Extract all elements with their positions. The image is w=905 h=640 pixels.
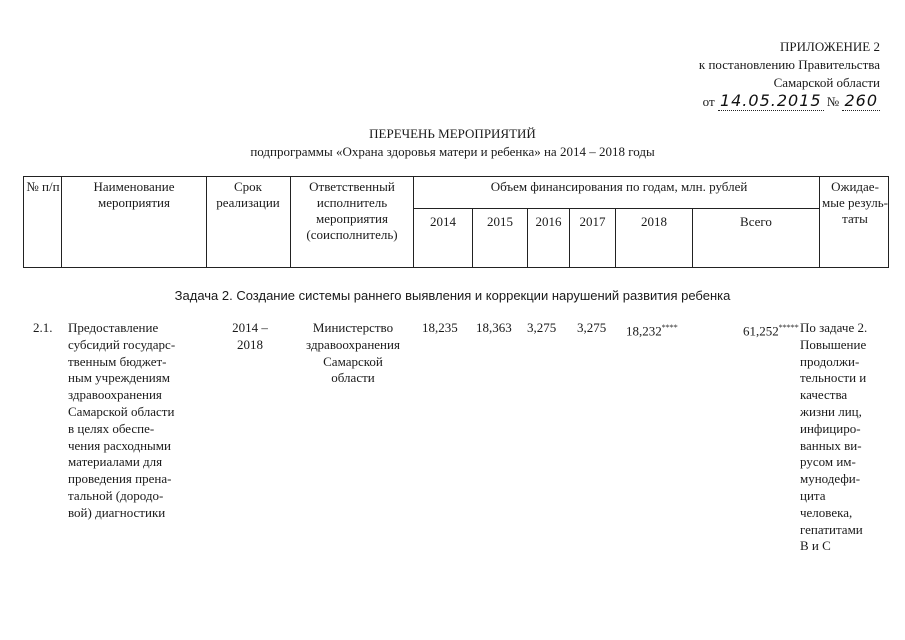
- result-line: ванных ви-: [800, 437, 862, 453]
- date-prefix: от: [702, 94, 715, 109]
- value-total-number: 61,252: [743, 323, 779, 339]
- header-year-2014: 2014: [430, 214, 456, 229]
- value-2018: [626, 320, 678, 340]
- row-executor-line: Самарской: [323, 353, 383, 369]
- header-num: № п/п: [26, 179, 60, 194]
- result-line: жизни лиц,: [800, 403, 862, 419]
- row-name-line: проведения прена-: [68, 471, 172, 487]
- appendix-line2: к постановлению Правительства: [698, 57, 880, 72]
- value-2014: 18,235: [422, 320, 458, 335]
- handwritten-date: 14.05.2015: [719, 91, 822, 110]
- document-title: ПЕРЕЧЕНЬ МЕРОПРИЯТИЙ: [369, 126, 536, 141]
- value-total: [743, 320, 799, 340]
- header-year-2015: 2015: [487, 214, 513, 229]
- header-year-2016: 2016: [535, 214, 562, 229]
- header-year-2017: 2017: [579, 214, 606, 229]
- value-2017: 3,275: [577, 320, 607, 335]
- row-expected-result: [800, 320, 880, 555]
- result-line: Повышение: [800, 336, 867, 352]
- result-line: человека,: [800, 504, 853, 520]
- appendix-title: ПРИЛОЖЕНИЕ 2: [780, 39, 880, 54]
- row-executor: [292, 320, 414, 387]
- header-total: Всего: [740, 214, 772, 229]
- result-line: продолжи-: [800, 353, 860, 369]
- row-term: [210, 320, 290, 354]
- row-name-line: вой) диагностики: [68, 504, 166, 520]
- header-executor: Ответственный исполнитель мероприятия (соисполнитель): [306, 179, 398, 242]
- row-name-line: в целях обеспе-: [68, 420, 155, 436]
- result-line: гепатитами: [800, 521, 863, 537]
- row-executor-line: области: [331, 370, 375, 386]
- row-name-line: субсидий государс-: [68, 336, 176, 352]
- result-line: инфициро-: [800, 420, 861, 436]
- value-2018-footnote-mark: ****: [661, 323, 678, 332]
- row-name-line: Предоставление: [68, 320, 159, 335]
- row-name-line: здравоохранения: [68, 387, 162, 403]
- value-2016: 3,275: [527, 320, 557, 335]
- value-2018-number: 18,232: [626, 323, 662, 339]
- header-term: Срок реализации: [216, 179, 280, 210]
- appendix-block: [560, 38, 880, 111]
- result-line: мунодефи-: [800, 471, 861, 487]
- result-line: цита: [800, 487, 826, 503]
- task-heading: Задача 2. Создание системы раннего выявления и коррекции нарушений развития ребенка: [174, 288, 731, 303]
- header-funding: Объем финансирования по годам, млн. рублей: [490, 179, 748, 194]
- row-name-line: чения расходными: [68, 437, 171, 453]
- result-line: По задаче 2.: [800, 320, 868, 335]
- row-term-line: 2014 –: [232, 320, 268, 335]
- row-name-line: тальной (дородо-: [68, 487, 164, 503]
- row-name-line: ным учреждениям: [68, 370, 170, 386]
- result-line: русом им-: [800, 454, 856, 470]
- row-executor-line: здравоохранения: [306, 336, 400, 352]
- result-line: тельности и: [800, 370, 867, 386]
- row-executor-line: Министерство: [312, 320, 394, 335]
- table-header: [23, 176, 889, 268]
- appendix-line3: Самарской области: [773, 75, 880, 90]
- number-sign: №: [826, 94, 840, 109]
- header-name: Наименование мероприятия: [93, 179, 175, 210]
- row-name-line: твенным бюджет-: [68, 353, 167, 369]
- row-num: 2.1.: [33, 320, 53, 335]
- handwritten-number: 260: [844, 91, 878, 110]
- row-name: [68, 320, 200, 522]
- result-line: качества: [800, 387, 848, 403]
- header-year-2018: 2018: [641, 214, 667, 229]
- row-name-line: Самарской области: [68, 403, 175, 419]
- row-name-line: материалами для: [68, 454, 163, 470]
- value-2015: 18,363: [476, 320, 512, 335]
- appendix-date-line: [560, 92, 880, 111]
- value-total-footnote-mark: *****: [778, 323, 799, 332]
- document-subtitle: подпрограммы «Охрана здоровья матери и ребенка» на 2014 – 2018 годы: [250, 144, 655, 159]
- header-expected: Ожидае-мые резуль-таты: [822, 179, 888, 226]
- result-line: В и С: [800, 538, 831, 554]
- row-term-line: 2018: [237, 336, 263, 352]
